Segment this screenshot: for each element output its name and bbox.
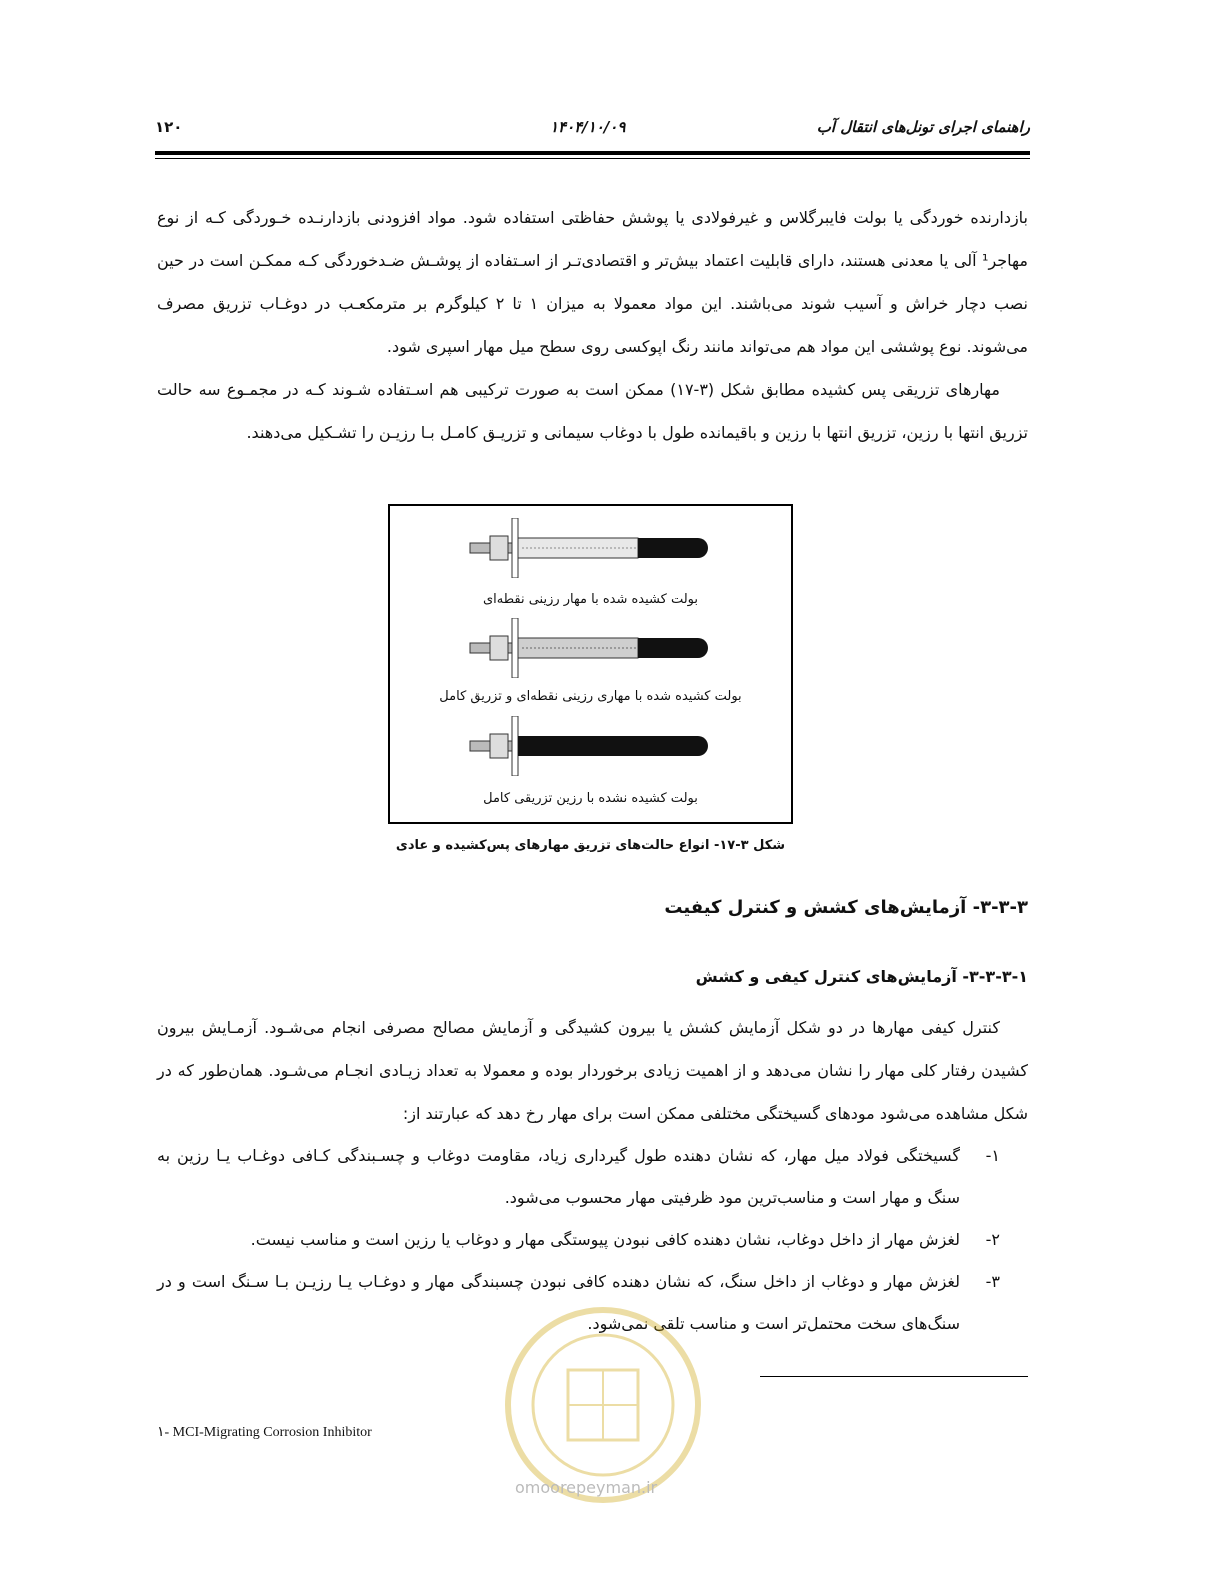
footnote: ۱- MCI-Migrating Corrosion Inhibitor [157,1425,372,1440]
list-item-number: ۱- [985,1146,1000,1165]
list-item [157,1219,1028,1261]
paragraph-3: کنترل کیفی مهارها در دو شکل آزمایش کشش یا بیرون کشیدگی و آزمایش مصالح مصرفی انجام می‌شـود. آزمـایش بیرون کشیدن رفتار کلی مهار را نشان می‌دهد و از اهمیت زیادی برخوردار بوده و معمولا به تعداد زیـادی انجـام می‌شـود. همان‌طور که در شکل مشاهده می‌شود مودهای گسیختگی مختلفی ممکن است برای مهار رخ دهد که عبارتند از: [157,1018,1028,1123]
figure-caption: شکل ۳-۱۷- انواع حالت‌های تزریق مهارهای پس‌کشیده و عادی [395,838,786,853]
header-date: ۱۴۰۴/۱۰/۰۹ [550,118,626,136]
section-heading: ۳-۳-۳- آزمایش‌های کشش و کنترل کیفیت [664,897,1028,918]
bolt-drawing-1 [460,518,720,578]
list-item-text: گسیختگی فولاد میل مهار، که نشان دهنده طول گیرداری زیاد، مقاومت دوغاب و چسـبندگی کـافی دوغـاب یـا رزین به سنگ و مهار است و مناسب‌ترین مود ظرفیتی مهار محسوب می‌شود. [157,1146,960,1207]
page-header [155,118,1030,154]
header-rule-thin [155,158,1030,159]
bolt-drawing-3 [460,716,720,776]
page-number: ۱۲۰ [155,118,183,136]
footnote-rule [760,1376,1028,1377]
list-item-number: ۲- [985,1230,1000,1249]
list-item [157,1135,1028,1219]
bolt-label-3: بولت کشیده نشده با رزین تزریقی کامل [483,791,698,806]
paragraph-1: بازدارنده خوردگی یا بولت فایبرگلاس و غیرفولادی یا پوشش حفاظتی استفاده شود. مواد افزودنی بازدارنـده خـوردگی کـه از نوع مهاجر¹ آلی یا معدنی هستند، دارای قابلیت اعتماد بیش‌تر و اقتصادی‌تـر از اسـتفاده از پوشـش ضـدخوردگی کـه ممکـن است در حین نصب دچار خراش و آسیب شوند می‌باشند. این مواد معمولا به میزان ۱ تا ۲ کیلوگرم بر مترمکعـب در دوغـاب تزریق مصرف می‌شوند. نوع پوششی این مواد هم می‌تواند مانند رنگ اپوکسی روی سطح میل مهار اسپری شود. [157,208,1029,356]
header-title: راهنمای اجرای تونل‌های انتقال آب [816,118,1030,136]
figure-box [388,504,793,824]
bolt-label-2: بولت کشیده شده با مهاری رزینی نقطه‌ای و تزریق کامل [439,689,742,704]
watermark-url: omoorepeyman.ir [515,1478,658,1497]
paragraph-2: مهارهای تزریقی پس کشیده مطابق شکل (۳-۱۷) ممکن است به صورت ترکیبی هم اسـتفاده شـوند کـه در مجمـوع سه حالت تزریق انتها با رزین، تزریق انتها با رزین و باقیمانده طول با دوغاب سیمانی و تزریـق کامـل بـا رزیـن را تشـکیل می‌دهند. [157,380,1028,442]
header-rule-thick [155,151,1030,155]
list-item-number: ۳- [985,1272,1000,1291]
bolt-label-1: بولت کشیده شده با مهار رزینی نقطه‌ای [482,592,699,607]
bolt-drawing-2 [460,618,720,678]
subsection-heading: ۳-۳-۳-۱- آزمایش‌های کنترل کیفی و کشش [695,967,1028,986]
list-item-text: لغزش مهار از داخل دوغاب، نشان دهنده کافی نبودن پیوستگی مهار و دوغاب یا رزین است و مناسب نیست. [250,1230,960,1249]
list-item-text: لغزش مهار و دوغاب از داخل سنگ، که نشان دهنده کافی نبودن چسبندگی مهار و دوغـاب یـا رزیـن بـا سـنگ است و در سنگ‌های سخت محتمل‌تر است و مناسب تلقی نمی‌شود. [157,1272,960,1333]
